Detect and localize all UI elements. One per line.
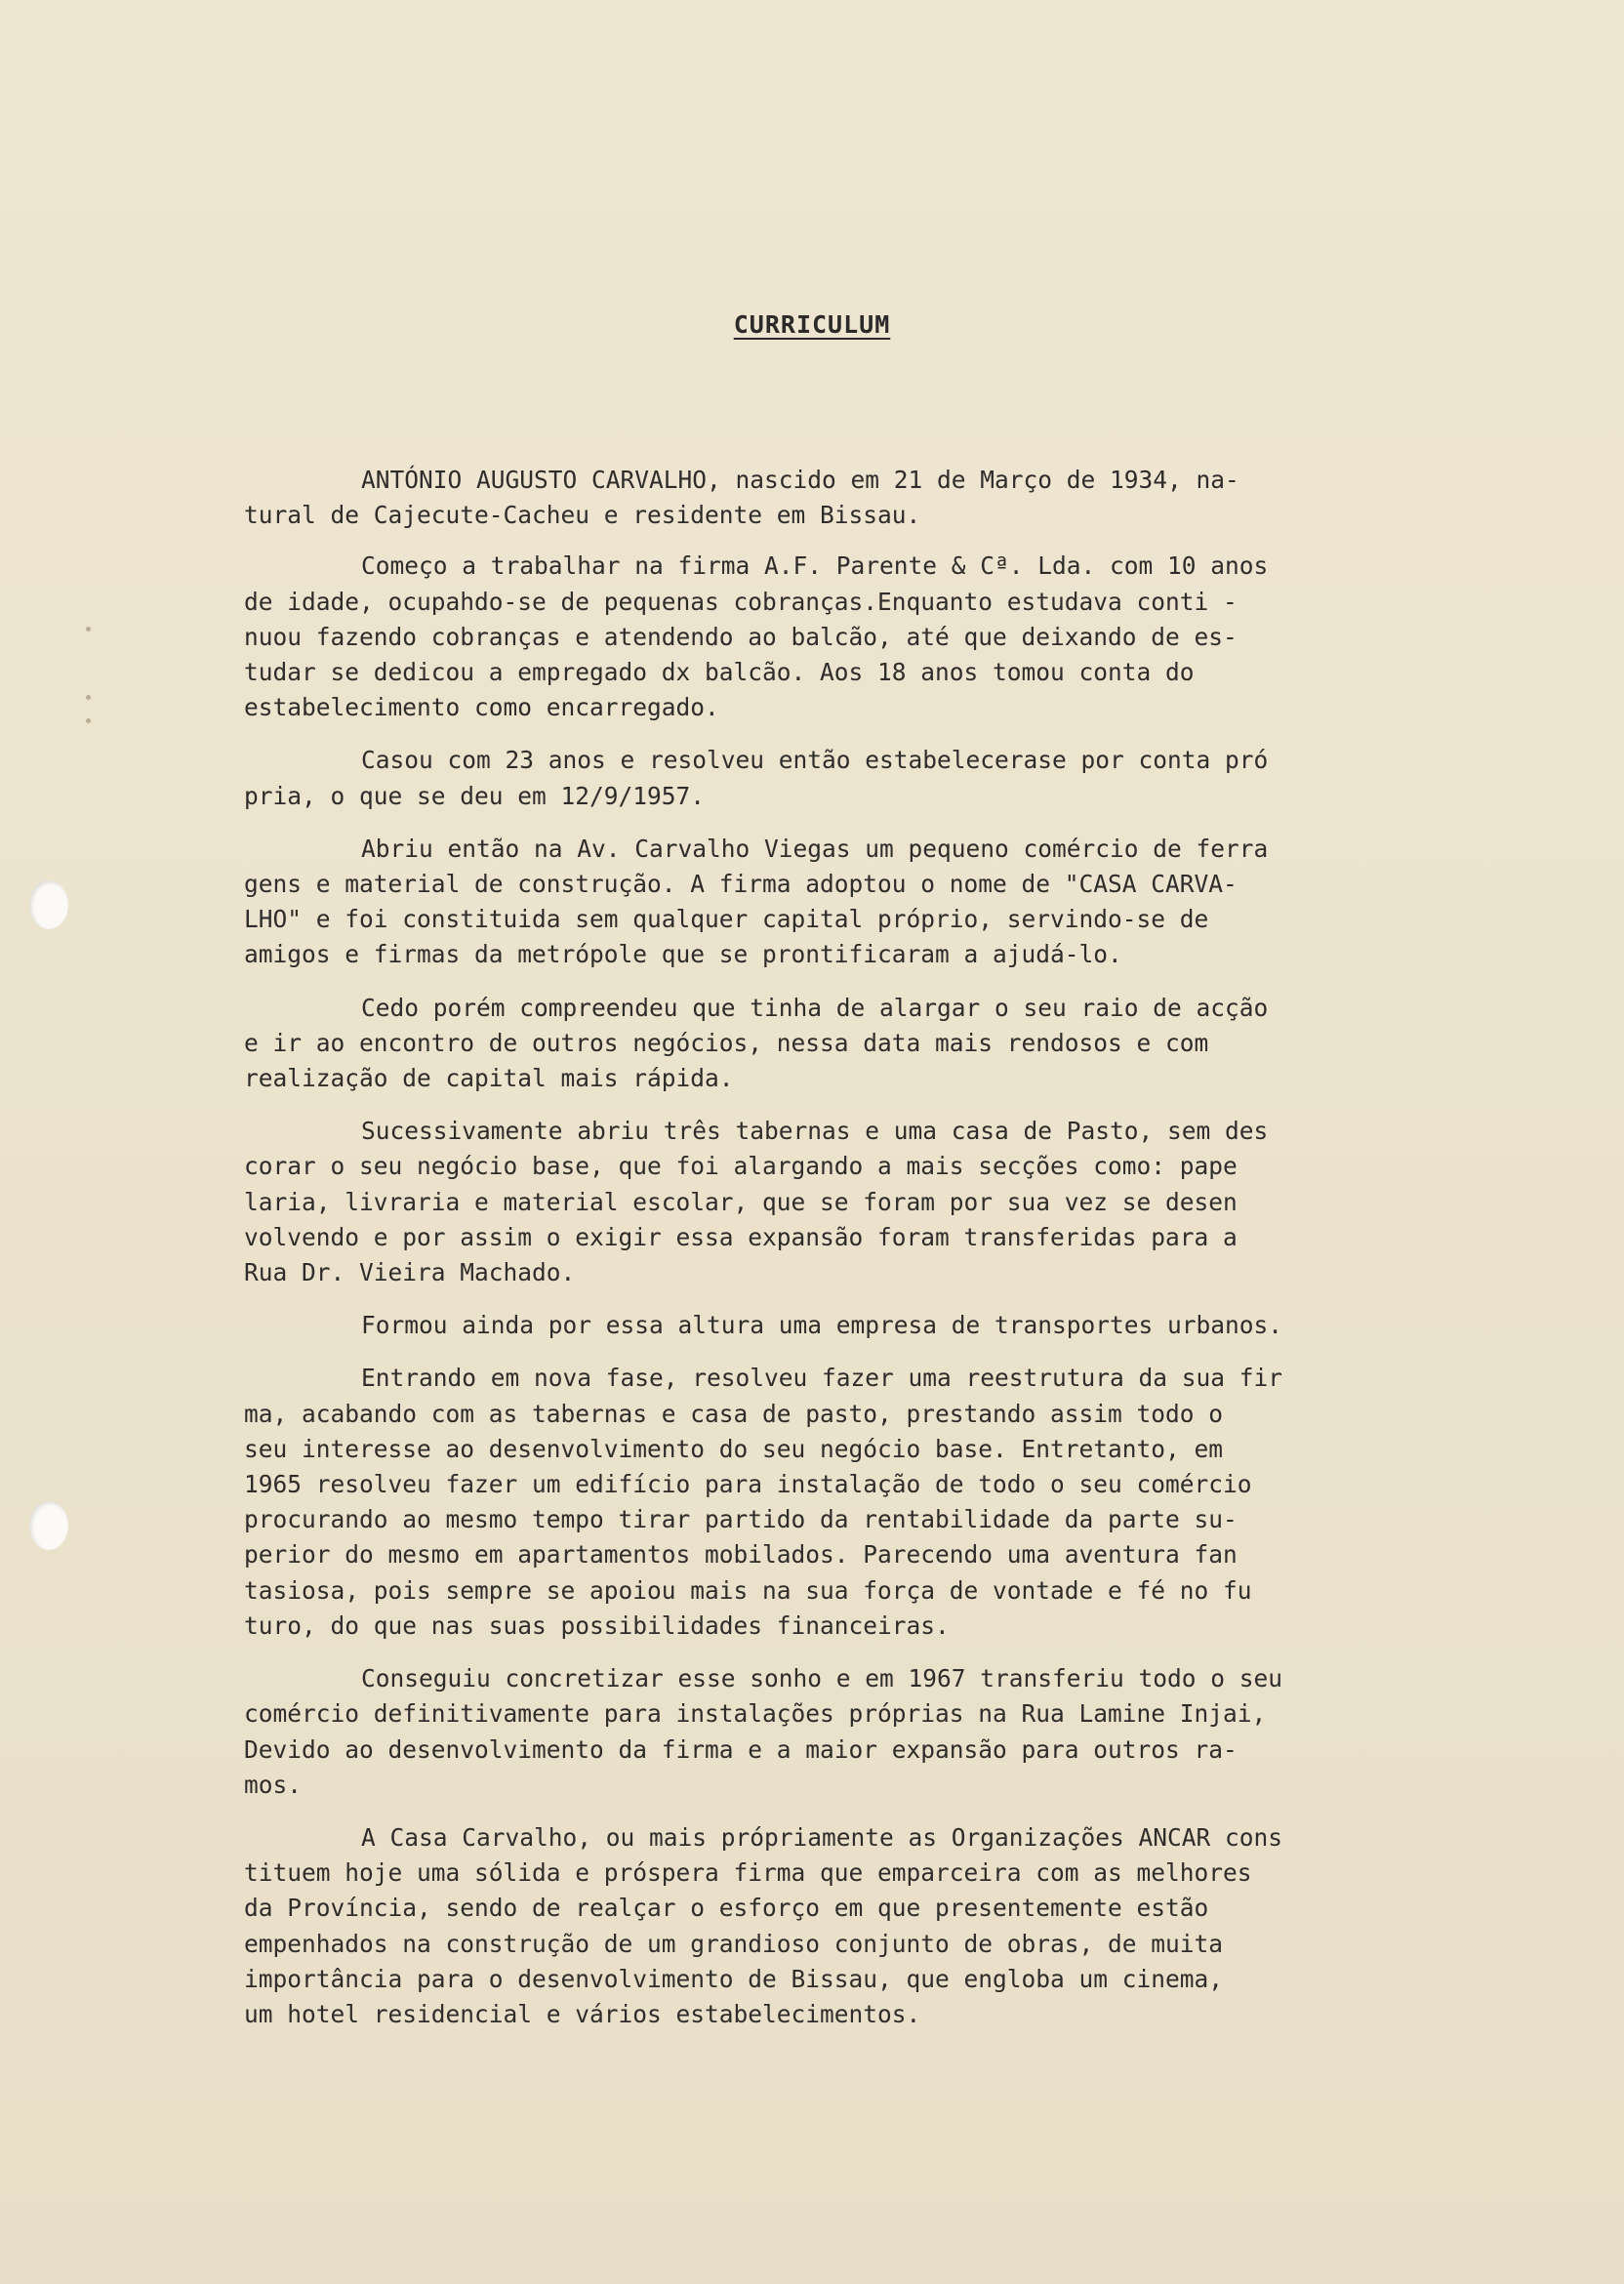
text-line: Formou ainda por essa altura uma empresa de transportes urbanos.	[361, 1311, 1283, 1340]
paragraph	[244, 1114, 1591, 1290]
text-line: A Casa Carvalho, ou mais própriamente as Organizações ANCAR cons	[361, 1822, 1283, 1852]
text-line: tasiosa, pois sempre se apoiou mais na sua força de vontade e fé no fu	[244, 1575, 1252, 1605]
text-line: Rua Dr. Vieira Machado.	[244, 1258, 576, 1287]
document-title: CURRICULUM	[733, 310, 891, 339]
punch-hole	[29, 880, 68, 929]
text-line: ANTÓNIO AUGUSTO CARVALHO, nascido em 21 de Março de 1934, na-	[361, 466, 1239, 494]
text-line: gens e material de construção. A firma adoptou o nome de "CASA CARVA-	[244, 870, 1238, 899]
text-line: volvendo e por assim o exigir essa expansão foram transferidas para a	[244, 1222, 1238, 1251]
text-line: amigos e firmas da metrópole que se prontificaram a ajudá-lo.	[244, 940, 1122, 969]
text-line: laria, livraria e material escolar, que se foram por sua vez se desen	[244, 1187, 1238, 1216]
document-body	[244, 463, 1591, 2050]
paragraph	[244, 832, 1591, 973]
text-line: realização de capital mais rápida.	[244, 1064, 734, 1093]
paragraph	[244, 1361, 1591, 1644]
text-line: corar o seu negócio base, que foi alargando a mais secções como: pape	[244, 1152, 1238, 1181]
punch-hole	[29, 1501, 68, 1550]
text-line: 1965 resolveu fazer um edifício para instalação de todo o seu comércio	[244, 1470, 1252, 1499]
text-line: procurando ao mesmo tempo tirar partido da rentabilidade da parte su-	[244, 1505, 1238, 1534]
text-line: seu interesse ao desenvolvimento do seu negócio base. Entretanto, em	[244, 1434, 1224, 1463]
text-line: Devido ao desenvolvimento da firma e a maior expansão para outros ra-	[244, 1734, 1238, 1764]
text-line: tituem hoje uma sólida e próspera firma que emparceira com as melhores	[244, 1858, 1252, 1888]
text-line: estabelecimento como encarregado.	[244, 693, 719, 722]
paper-speck	[86, 695, 91, 700]
paragraph	[244, 549, 1591, 725]
text-line: um hotel residencial e vários estabelecimentos.	[244, 1999, 921, 2028]
paragraph	[244, 1820, 1591, 2032]
text-line: pria, o que se deu em 12/9/1957.	[244, 781, 706, 810]
text-line: LHO" e foi constituida sem qualquer capital próprio, servindo-se de	[244, 905, 1209, 934]
text-line: Abriu então na Av. Carvalho Viegas um pequeno comércio de ferra	[361, 834, 1269, 863]
text-line: nuou fazendo cobranças e atendendo ao balcão, até que deixando de es-	[244, 622, 1238, 651]
text-line: Entrando em nova fase, resolveu fazer uma reestrutura da sua fir	[361, 1364, 1283, 1393]
text-line: turo, do que nas suas possibilidades financeiras.	[244, 1611, 950, 1640]
paragraph	[244, 743, 1591, 813]
paragraph	[244, 1308, 1591, 1343]
text-line: ma, acabando com as tabernas e casa de pasto, prestando assim todo o	[244, 1399, 1224, 1428]
text-line: de idade, ocupahdo-se de pequenas cobranças.Enquanto estudava conti -	[244, 587, 1238, 616]
paragraph	[244, 1661, 1591, 1803]
text-line: perior do mesmo em apartamentos mobilados. Parecendo uma aventura fan	[244, 1540, 1238, 1570]
text-line: comércio definitivamente para instalações próprias na Rua Lamine Injai,	[244, 1699, 1267, 1729]
text-line: da Província, sendo de realçar o esforço em que presentemente estão	[244, 1894, 1209, 1923]
text-line: Casou com 23 anos e resolveu então estabelecerase por conta pró	[361, 746, 1269, 775]
text-line: Sucessivamente abriu três tabernas e uma casa de Pasto, sem des	[361, 1117, 1269, 1146]
text-line: Cedo porém compreendeu que tinha de alargar o seu raio de acção	[361, 993, 1269, 1022]
text-line: e ir ao encontro de outros negócios, nessa data mais rendosos e com	[244, 1028, 1209, 1057]
text-line: Conseguiu concretizar esse sonho e em 1967 transferiu todo o seu	[361, 1664, 1283, 1693]
paragraph	[244, 991, 1591, 1097]
text-line: tural de Cajecute-Cacheu e residente em Bissau.	[244, 501, 921, 530]
paragraph	[244, 463, 1591, 533]
text-line: Começo a trabalhar na firma A.F. Parente & Cª. Lda. com 10 anos	[361, 551, 1269, 581]
text-line: importância para o desenvolvimento de Bissau, que engloba um cinema,	[244, 1964, 1224, 1993]
paper-speck	[86, 718, 91, 723]
text-line: mos.	[244, 1770, 303, 1799]
paper-speck	[86, 627, 91, 632]
text-line: tudar se dedicou a empregado dx balcão. Aos 18 anos tomou conta do	[244, 658, 1195, 687]
text-line: empenhados na construção de um grandioso conjunto de obras, de muita	[244, 1929, 1224, 1958]
